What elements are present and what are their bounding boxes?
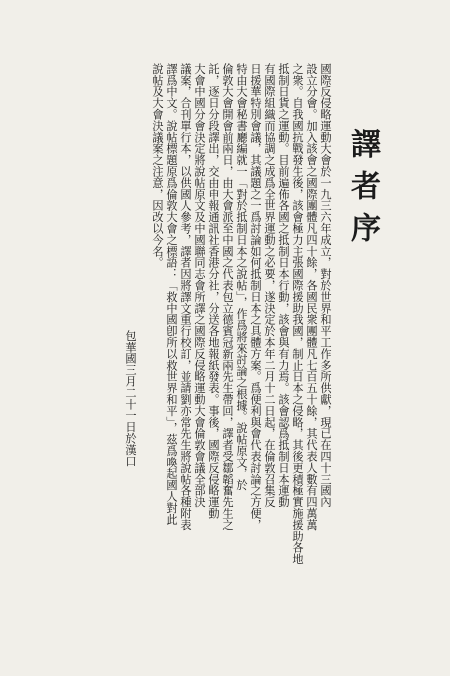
body-column-11: 議案，合刊單行本，以供國人參考，譯者因將譯文重行校訂，並請劉亦常先生將說帖各種附表 — [179, 63, 192, 531]
body-column-13: 說帖及大會決議案之注意，因改以今名。 — [151, 63, 164, 269]
body-column-9: 託，逐日分段譯出，交由申報通訊社香港分社，分送各地報紙發表。事後，國際反侵略運動 — [207, 63, 220, 519]
body-column-10: 大會中國分會決定將說帖原文及中國聯同志會所譯之國際反侵略運動大會倫敦會議全部決 — [193, 63, 206, 508]
body-column-2: 設立分會。加入該會之國際團體凡四十餘，各國民衆團體凡七百五十餘，其代表人數有四萬萬 — [305, 63, 318, 531]
body-column-12: 譯爲中文。說帖標題原爲倫敦大會之標語：「救中國卽所以救世界和平」，茲爲喚起國人對此 — [165, 63, 178, 525]
body-column-5: 有國際組織而協調之成爲全世界運動之必要，遂決定於本年二月十二日起，在倫敦召集反 — [263, 63, 276, 508]
date-line: 包華國三月二十一日於漢口 — [124, 330, 137, 467]
body-column-7: 特由大會秘書廳編就一「對於抵制日本之說帖」，作爲將來討論之根據。說帖原文，於 — [235, 63, 248, 491]
body-column-1: 國際反侵略運動大會於一九三六年成立，對於世界和平工作多所供獻，現已在四十三國內 — [319, 63, 332, 508]
body-column-3: 之衆。自我國抗戰發生後，該會極力主張國際援助我國，制止日本之侵略，其後更積極實施援助各地 — [291, 63, 304, 565]
body-column-4: 抵制日貨之運動。目前遍佈各國之抵制日本行動，該會與有力焉。該會認爲抵制日本運動 — [277, 63, 290, 508]
preface-title: 譯者序 — [345, 128, 380, 254]
body-column-8: 倫敦大會開會前兩日，由大會派至中國之代表包立德賓冠新兩先生帶回，譯者受鄒韜奮先生之 — [221, 63, 234, 531]
body-column-6: 日援華特別會議，其議題之一爲討論如何抵制日本之具體方案。爲便利與會代表討論之方便， — [249, 63, 262, 531]
